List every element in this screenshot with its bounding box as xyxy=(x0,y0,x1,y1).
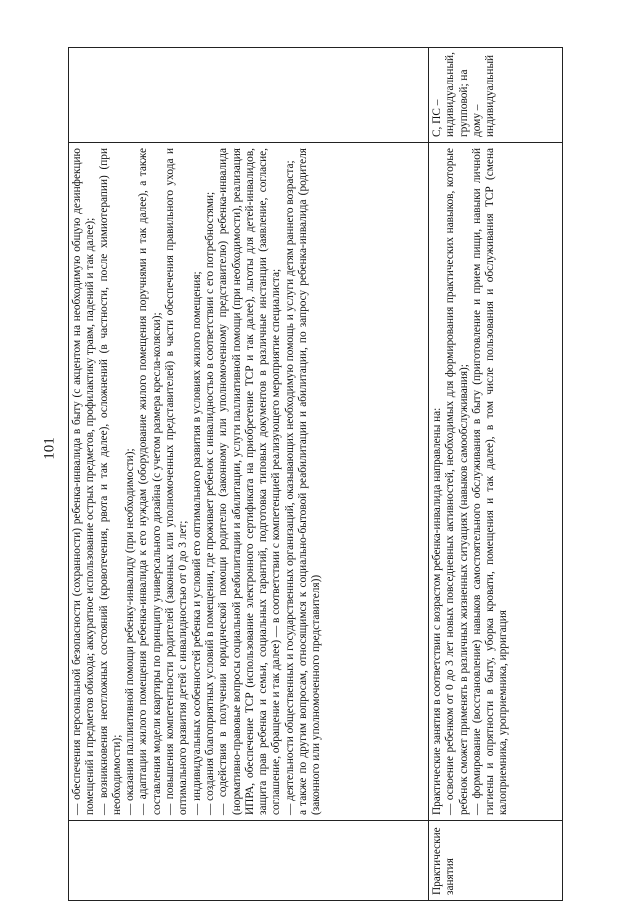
list-item: — адаптации жилого помещения ребенка-инвалида к его нуждам (оборудование жилого помещения поручнями и так далее), а также составления модели квартиры по принципу универсального дизайна (с учетом размера кресла-коляски); xyxy=(137,148,163,815)
table-cell-form: С, ПС – индивидуальный, групповой; на дому – индивидуальный xyxy=(429,48,563,143)
table-row xyxy=(69,48,429,901)
list-item: — формирование (восстановление) навыков самостоятельного обслуживания в быту (приготовление и прием пищи, навыки личной гигиены и опрятности в быту, уборка кровати, помещения и так далее), в том числе пользования и обслуживания ТСР (смена калоприемника, уроприемника, ирригация xyxy=(470,148,510,815)
table-cell-activity xyxy=(69,821,429,901)
table-cell-form xyxy=(69,48,429,143)
list-item: Практические занятия в соответствии с возрастом ребенка-инвалида направлены на: xyxy=(431,407,443,815)
list-item: — содействия в получении юридической помощи родителю (законному или уполномоченному представителю) ребенка-инвалида (нормативно-правовые вопросы социальной реабилитации и абилитации, услуги паллиативной помощи (при необходимости), реализация ИПРА, обеспечение ТСР (использование электронного сертификата на приобретение ТСР и так далее), льготы для детей-инвалидов, защита прав ребенка и семьи, социальных гарантий, подготовка типовых документов в различные инстанции (заявление, согласие, соглашение, обращение и так далее) — в соответствии с компетенцией реализующего мероприятие специалиста; xyxy=(217,148,283,815)
list-item: — повышения компетентности родителей (законных или уполномоченных представителей) в части обеспечения правильного ухода и оптимального развития детей с инвалидностью от 0 до 3 лет; xyxy=(164,148,190,815)
table-cell-content xyxy=(429,143,563,821)
table-cell-activity: Практические занятия xyxy=(429,821,563,901)
list-item: а также по другим вопросам, относящимся к социально-бытовой реабилитации и абилитации, по запросу ребенка-инвалида (родителя (законного или уполномоченного представителя)) xyxy=(297,148,323,815)
list-item: — деятельности общественных и государственных организаций, оказывающих необходимую помощь и услуги детям раннего возраста; xyxy=(283,160,296,815)
table-row xyxy=(429,48,563,901)
list-item: — создания благоприятных условий в помещении, где проживает ребенок с инвалидностью в соответствии с его потребностями; xyxy=(203,191,216,815)
list-item: — возникновения неотложных состояний (кровотечения, рвота и так далее), осложнений (в частности, после химиотерапии) (при необходимости); xyxy=(97,148,123,815)
list-item: — оказания паллиативной помощи ребенку-инвалиду (при необходимости); xyxy=(124,448,137,815)
rehabilitation-table xyxy=(68,47,563,901)
rotated-page xyxy=(68,48,563,901)
list-item: — индивидуальных особенностей ребенка и условий его оптимального развития в условиях жилого помещения; xyxy=(190,271,203,815)
list-item: — обеспечения персональной безопасности (сохранности) ребенка-инвалида в быту (с акцентом на необходимую общую дезинфекцию помещений и предметов обихода; аккуратное использование острых предметов, профилактику травм, падений и так далее); xyxy=(71,148,97,815)
table-cell-content xyxy=(69,143,429,821)
list-item: — освоение ребенком от 0 до 3 лет новых повседневных активностей, необходимых для формирования практических навыков, которые ребенок сможет применять в различных жизненных ситуациях (навыков самообслуживания); xyxy=(444,148,470,815)
page-number: 101 xyxy=(41,437,58,460)
